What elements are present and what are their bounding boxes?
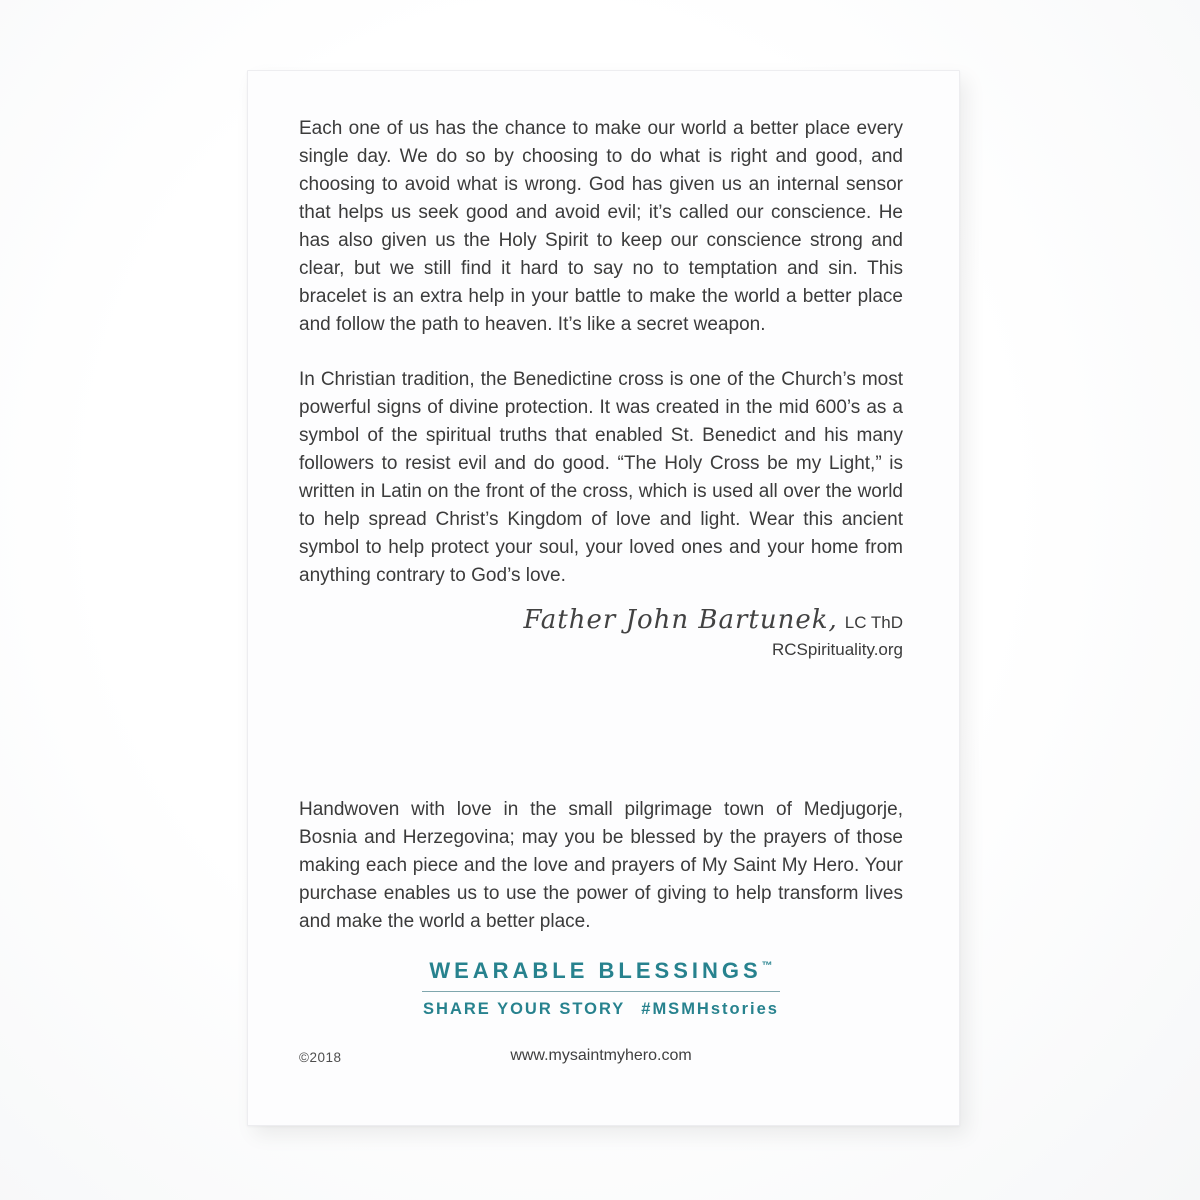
signature-credentials: LC ThD: [844, 613, 903, 632]
signature-line: [299, 605, 903, 635]
brand-divider-rule: [422, 991, 780, 992]
website-url: www.mysaintmyhero.com: [510, 1047, 692, 1064]
product-insert-card: [247, 70, 960, 1126]
handwoven-paragraph: Handwoven with love in the small pilgrimage town of Medjugorje, Bosnia and Herzegovina; may you be blessed by the prayers of those making each piece and the love and prayers of My Saint My Hero. Your purchase enables us to use the power of giving to help transform lives and make the world a better place.: [299, 799, 903, 932]
msmh-hashtag: #MSMHstories: [641, 1000, 779, 1018]
share-your-story-label: SHARE YOUR STORY: [423, 1000, 626, 1018]
signature-website: RCSpirituality.org: [771, 640, 903, 659]
tagline-row: [299, 1000, 903, 1019]
wearable-blessings-wordmark: WEARABLE BLESSINGS: [429, 958, 762, 983]
trademark-symbol: ™: [761, 960, 773, 972]
copyright-notice: ©2018: [299, 1050, 342, 1065]
signature-name: Father John Bartunek,: [523, 605, 838, 635]
intro-paragraph: Each one of us has the chance to make our world a better place every single day. We do so by choosing to do what is right and good, and choosing to avoid what is wrong. God has given us an internal sensor that helps us seek good and avoid evil; it’s called our conscience. He has also given us the Holy Spirit to keep our conscience strong and clear, but we still find it hard to say no to temptation and sin. This bracelet is an extra help in your battle to make the world a better place and follow the path to heaven. It’s like a secret weapon.: [299, 118, 903, 335]
benedictine-cross-paragraph: In Christian tradition, the Benedictine cross is one of the Church’s most powerful signs of divine protection. It was created in the mid 600’s as a symbol of the spiritual truths that enabled St. Benedict and his many followers to resist evil and do good. “The Holy Cross be my Light,” is written in Latin on the front of the cross, which is used all over the world to help spread Christ’s Kingdom of love and light. Wear this ancient symbol to help protect your soul, your loved ones and your home from anything contrary to God’s love.: [299, 369, 903, 586]
wordmark-row: [299, 958, 903, 984]
signature-block: [299, 605, 903, 662]
branding-block: [299, 958, 903, 1019]
